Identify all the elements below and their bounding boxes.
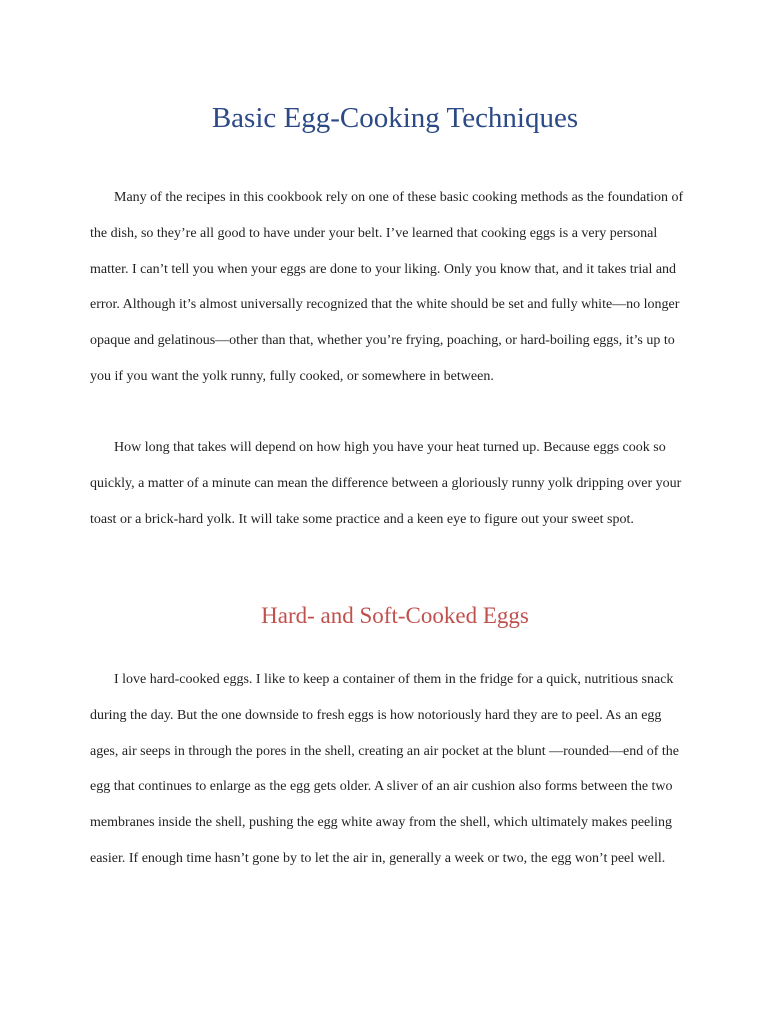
section-heading: Hard- and Soft-Cooked Eggs [261, 603, 529, 628]
intro-paragraph-1: Many of the recipes in this cookbook rely on one of these basic cooking methods as the foundation of the dish, so they’re all good to have under your belt. I’ve learned that cooking eggs is a very personal matter. I can’t tell you when your eggs are done to your liking. Only you know that, and it takes trial and error. Although it’s almost universally recognized that the white should be set and fully white—no longer opaque and gelatinous—other than that, whether you’re frying, poaching, or hard-boiling eggs, it’s up to you if you want the yolk runny, fully cooked, or somewhere in between. [90, 190, 684, 384]
section-paragraph-1: I love hard-cooked eggs. I like to keep a container of them in the fridge for a quick, nutritious snack during the day. But the one downside to fresh eggs is how notoriously hard they are to peel. As an egg ages, air seeps in through the pores in the shell, creating an air pocket at the blunt —rounded—end of the egg that continues to enlarge as the egg gets older. A sliver of an air cushion also forms between the two membranes inside the shell, pushing the egg white away from the shell, which ultimately makes peeling easier. If enough time hasn’t gone by to let the air in, generally a week or two, the egg won’t peel well. [90, 672, 679, 866]
intro-paragraph-2: How long that takes will depend on how high you have your heat turned up. Because eggs cook so quickly, a matter of a minute can mean the difference between a gloriously runny yolk dripping over your toast or a brick-hard yolk. It will take some practice and a keen eye to figure out your sweet spot. [90, 440, 682, 527]
page-title: Basic Egg-Cooking Techniques [211, 102, 579, 134]
